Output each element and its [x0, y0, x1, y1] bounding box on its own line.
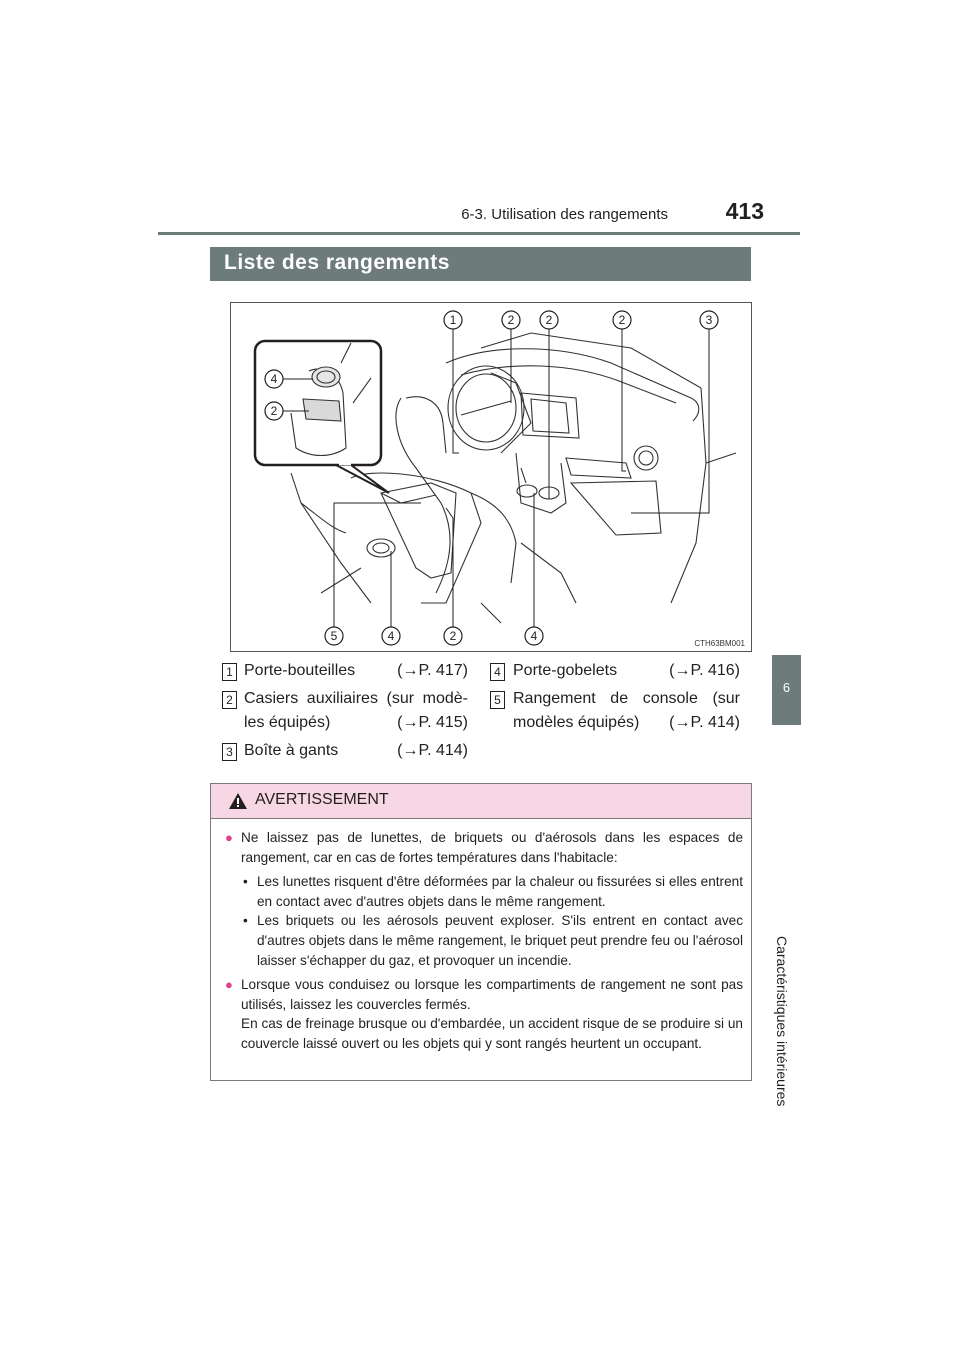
callout-bottom-label: 4	[387, 629, 395, 643]
warning-text: Les briquets ou les aérosols peuvent exploser. S'ils entrent en contact avec d'autres objets dans le même rangement, le briquet peut prendre feu ou l'aérosol laisser s'échapper du gaz, et provoquer un incendie.	[257, 913, 743, 968]
legend-label: Porte-bouteilles	[244, 662, 356, 679]
warning-paragraph	[225, 828, 743, 867]
warning-text: Ne laissez pas de lunettes, de briquets ou d'aérosols dans les espaces de rangement, car en cas de fortes températures dans l'habitacle:	[241, 830, 743, 865]
section-title: 6-3. Utilisation des rangements	[461, 206, 668, 223]
warning-paragraph	[225, 975, 743, 1053]
legend-ref: (→P. 417)	[397, 662, 468, 679]
legend-ref: (→P. 416)	[669, 662, 740, 679]
warning-header	[211, 784, 751, 819]
car-interior-illustration	[230, 302, 752, 652]
legend-number: 2	[222, 691, 237, 709]
header-rule	[158, 232, 800, 235]
callout-top-label: 2	[507, 313, 515, 327]
warning-text: Lorsque vous conduisez ou lorsque les compartiments de rangement ne sont pas utilisés, laissez les couvercles fermés.	[241, 977, 743, 1012]
legend-number: 5	[490, 691, 505, 709]
legend-label: modèles équipés)	[513, 714, 640, 731]
bullet-circle-icon: ●	[225, 830, 233, 845]
legend-label: Boîte à gants	[244, 742, 339, 759]
legend-number: 1	[222, 663, 237, 681]
callout-top-label: 2	[545, 313, 553, 327]
illustration-code: CTH63BM001	[694, 639, 745, 648]
callout-top-label: 2	[618, 313, 626, 327]
legend-label: Porte-gobelets	[513, 662, 618, 679]
bullet-dot-icon: •	[243, 913, 248, 929]
legend-label: Rangement de console (sur	[513, 690, 740, 707]
callout-bottom-label: 4	[530, 629, 538, 643]
warning-triangle-icon	[229, 793, 247, 809]
callout-inset-label: 2	[270, 404, 278, 418]
chapter-number: 6	[782, 680, 791, 695]
legend-label: les équipés)	[244, 714, 331, 731]
callout-bottom-label: 5	[330, 629, 338, 643]
legend-number: 3	[222, 743, 237, 761]
legend-ref: (→P. 414)	[397, 742, 468, 759]
warning-subitem	[225, 911, 743, 970]
bullet-dot-icon: •	[243, 874, 248, 890]
legend-label: Casiers auxiliaires (sur modè-	[244, 690, 468, 707]
callout-top-label: 3	[705, 313, 713, 327]
chapter-title: Caractéristiques intérieures	[774, 936, 790, 1107]
warning-box	[210, 783, 752, 1081]
legend-ref: (→P. 415)	[397, 714, 468, 731]
legend-ref: (→P. 414)	[669, 714, 740, 731]
warning-subitem	[225, 872, 743, 911]
warning-text: Les lunettes risquent d'être déformées par la chaleur ou fissurées si elles entrent en contact avec d'autres objets dans le même rangement.	[257, 874, 743, 909]
page-heading: Liste des rangements	[224, 251, 450, 274]
title-band	[210, 247, 751, 281]
callout-bottom-label: 2	[449, 629, 457, 643]
bullet-circle-icon: ●	[225, 977, 233, 993]
callout-top-label: 1	[449, 313, 457, 327]
legend-number: 4	[490, 663, 505, 681]
warning-text: En cas de freinage brusque ou d'embardée, un accident risque de se produire si un couvercle laissé ouvert ou les objets qui y sont rangés heurtent un occupant.	[241, 1016, 743, 1051]
warning-body	[225, 828, 743, 1059]
interior-drawing	[231, 303, 751, 651]
page-number: 413	[725, 198, 764, 224]
callout-inset-label: 4	[270, 372, 278, 386]
warning-title: AVERTISSEMENT	[255, 791, 389, 808]
